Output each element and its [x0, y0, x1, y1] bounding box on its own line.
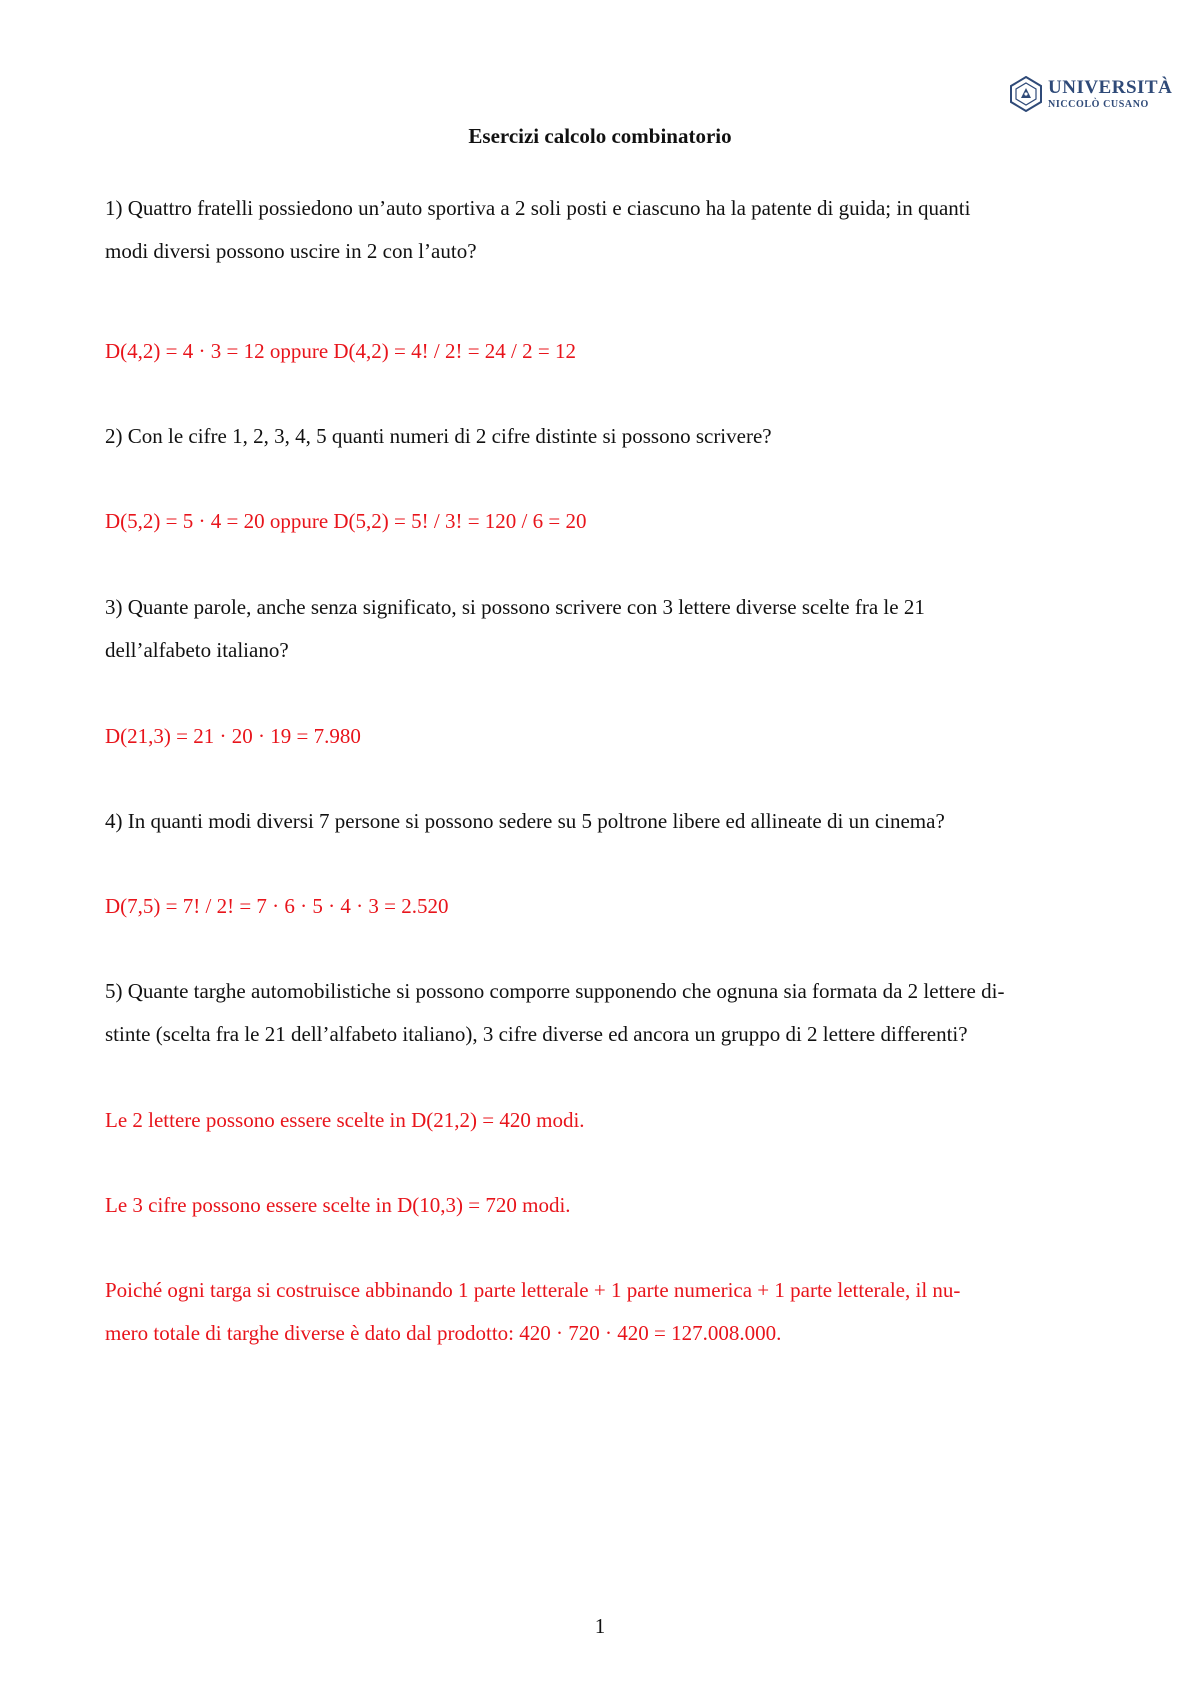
exercise-5-answer-1: Le 2 lettere possono essere scelte in D(21,2) = 420 modi. [105, 1108, 585, 1132]
exercise-1-question-line-1: 1) Quattro fratelli possiedono un’auto sportiva a 2 soli posti e ciascuno ha la patente di guida; in quanti [105, 196, 971, 220]
exercise-1-answer: D(4,2) = 4 · 3 = 12 oppure D(4,2) = 4! / 2! = 24 / 2 = 12 [105, 339, 576, 363]
page-number: 1 [594, 1614, 606, 1638]
exercise-5-answer-3: Poiché ogni targa si costruisce abbinando 1 parte letterale + 1 parte numerica + 1 parte letterale, il nu- [105, 1278, 961, 1302]
exercise-2-question-line-1: 2) Con le cifre 1, 2, 3, 4, 5 quanti numeri di 2 cifre distinte si possono scrivere? [105, 424, 772, 448]
exercise-5-answer-2: Le 3 cifre possono essere scelte in D(10,3) = 720 modi. [105, 1193, 571, 1217]
exercise-4-answer: D(7,5) = 7! / 2! = 7 · 6 · 5 · 4 · 3 = 2.520 [105, 894, 449, 918]
exercise-1-question-line-2: modi diversi possono uscire in 2 con l’auto? [105, 239, 477, 263]
university-logo [1010, 72, 1173, 116]
exercise-3-question-line-1: 3) Quante parole, anche senza significato, si possono scrivere con 3 lettere diverse scelte fra le 21 [105, 595, 925, 619]
exercise-5-answer-4: mero totale di targhe diverse è dato dal prodotto: 420 · 720 · 420 = 127.008.000. [105, 1321, 782, 1345]
exercise-3-answer: D(21,3) = 21 · 20 · 19 = 7.980 [105, 724, 361, 748]
exercise-2-answer: D(5,2) = 5 · 4 = 20 oppure D(5,2) = 5! / 3! = 120 / 6 = 20 [105, 509, 587, 533]
exercise-3-question-line-2: dell’alfabeto italiano? [105, 638, 289, 662]
logo-university-label: UNIVERSITÀ [1048, 77, 1173, 98]
exercise-5-question-line-1: 5) Quante targhe automobilistiche si possono comporre supponendo che ognuna sia formata da 2 lettere di- [105, 979, 1005, 1003]
exercise-5-question-line-2: stinte (scelta fra le 21 dell’alfabeto italiano), 3 cifre diverse ed ancora un gruppo di 2 lettere differenti? [105, 1022, 968, 1046]
document-title: Esercizi calcolo combinatorio [468, 124, 732, 148]
university-seal-icon [1010, 76, 1042, 112]
logo-university-name: NICCOLÒ CUSANO [1048, 99, 1149, 110]
exercise-4-question-line-1: 4) In quanti modi diversi 7 persone si possono sedere su 5 poltrone libere ed allineate di un cinema? [105, 809, 945, 833]
